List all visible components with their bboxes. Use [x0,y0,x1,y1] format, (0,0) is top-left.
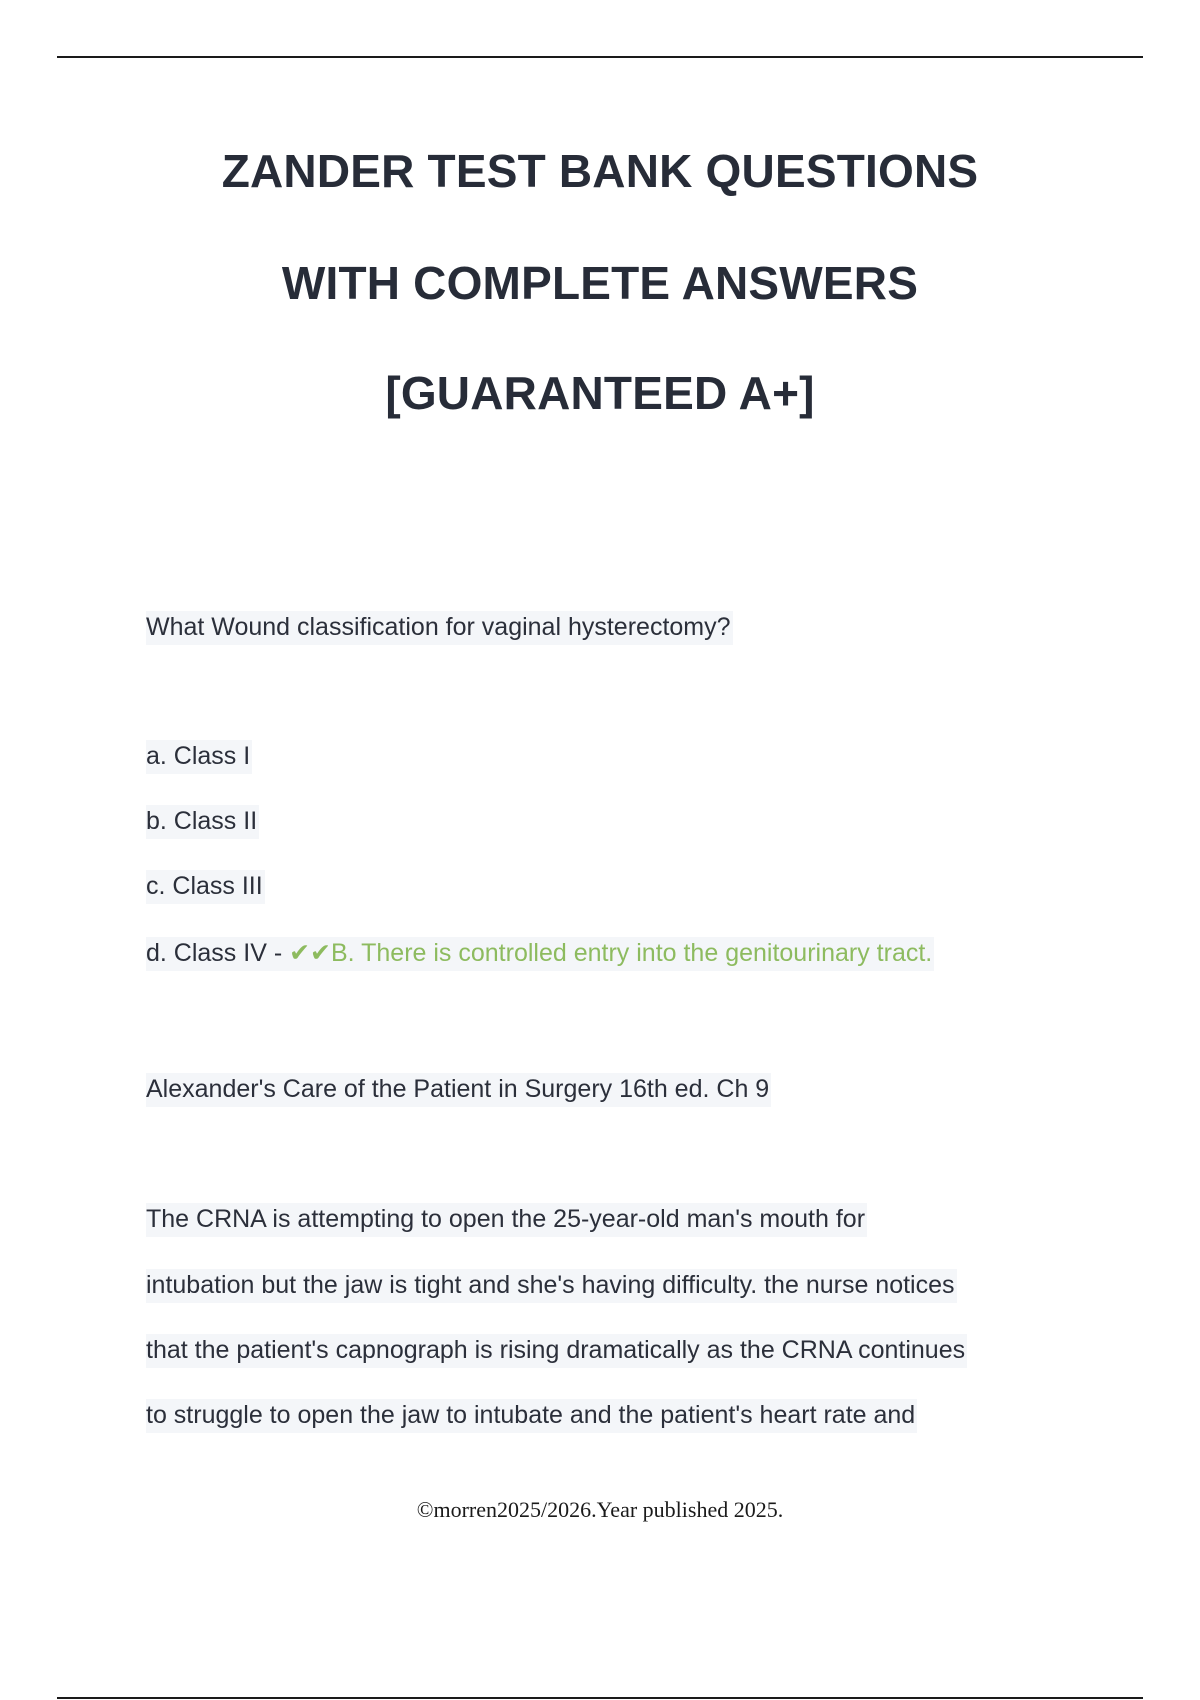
question-1-text-span: What Wound classification for vaginal hysterectomy? [146,611,733,645]
question-2-line-3 [146,1332,967,1368]
option-d-highlight [146,937,934,971]
question-1-text [146,609,733,645]
bottom-rule [57,1697,1143,1699]
question-2-line-1 [146,1201,867,1237]
answer-text: B. There is controlled entry into the genitourinary tract. [331,939,933,967]
question-2-line-2-span: intubation but the jaw is tight and she's having difficulty. the nurse notices [146,1269,957,1303]
option-b [146,803,259,839]
option-b-label: b. Class II [146,805,259,839]
top-rule [57,56,1143,58]
reference-text-span: Alexander's Care of the Patient in Surgery 16th ed. Ch 9 [146,1073,771,1107]
copyright-footer: ©morren2025/2026.Year published 2025. [416,1497,784,1522]
question-2-line-3-span: that the patient's capnograph is rising dramatically as the CRNA continues [146,1334,967,1368]
option-c-label: c. Class III [146,870,265,904]
option-a-label: a. Class I [146,740,252,774]
option-d [146,935,934,971]
option-a [146,738,252,774]
question-2-line-1-span: The CRNA is attempting to open the 25-year-old man's mouth for [146,1203,867,1237]
document-title-line-3: [GUARANTEED A+] [385,367,815,419]
question-2-line-2 [146,1267,957,1303]
option-c [146,868,265,904]
question-2-line-4 [146,1397,917,1433]
reference-text [146,1071,771,1107]
document-title-line-1: ZANDER TEST BANK QUESTIONS [221,145,979,197]
option-d-label: d. Class IV - [146,939,290,967]
document-title-line-2: WITH COMPLETE ANSWERS [281,257,919,309]
question-2-line-4-span: to struggle to open the jaw to intubate and the patient's heart rate and [146,1399,917,1433]
double-check-icon: ✔✔ [289,939,331,967]
